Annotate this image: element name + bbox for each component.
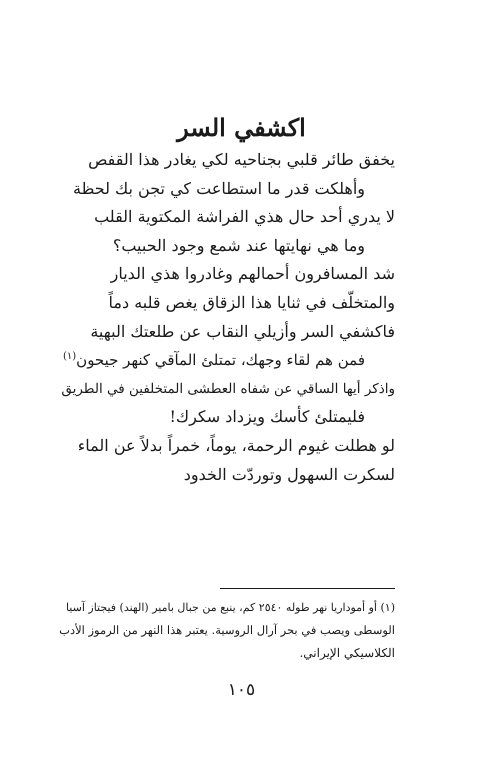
poem-line-text: فمن هم لقاء وجهك، تمتلئ المآقي كنهر جيحون	[76, 351, 365, 370]
footnote-separator	[220, 588, 395, 589]
footnote-marker: (١)	[380, 601, 395, 614]
poem-title: اكشفي السر	[177, 113, 306, 143]
footnote-reference: (١)	[62, 351, 77, 363]
poem-line: يخفق طائر قلبي بجناحيه لكي يغادر هذا القفص	[88, 150, 395, 169]
poem-line: شد المسافرون أحمالهم وغادروا هذي الديار	[110, 264, 395, 284]
footnote-line	[55, 596, 395, 619]
poem-line: فاكشفي السر وأزيلي النقاب عن طلعتك البهية	[90, 321, 395, 341]
poem-line: وما هي نهايتها عند شمع وجود الحبيب؟	[112, 235, 365, 255]
poem-line-with-footnote	[55, 346, 395, 375]
footnote	[55, 596, 395, 665]
footnote-line: الكلاسيكي الإيراني.	[299, 646, 395, 660]
poem-body	[55, 146, 395, 489]
page-number: ١٠٥	[227, 680, 256, 700]
poem-line: لسكرت السهول وتوردّت الخدود	[183, 464, 395, 484]
poem-line: وأهلكت قدر ما استطاعت كي تجن بك لحظة	[73, 178, 365, 198]
footnote-line: الوسطى ويصب في بحر آرال الروسية. يعتبر هذا النهر من الرموز الأدب	[59, 623, 395, 637]
footnote-text: أو أموداريا نهر طوله ٢٥٤٠ كم، ينبع من جبال بامير (الهند) فيجتاز آسيا	[65, 601, 377, 614]
poem-line: فليمتلئ كأسك ويزداد سكرك!	[169, 407, 365, 427]
poem-line: واذكر أيها الساقي عن شفاه العطشى المتخلفين في الطريق	[61, 380, 395, 397]
poem-line: لو هطلت غيوم الرحمة، يوماً، خمراً بدلاً عن الماء	[77, 435, 395, 455]
poem-line: لا يدري أحد حال هذي الفراشة المكتوية القلب	[94, 207, 395, 227]
poem-line: والمتخلّف في ثنايا هذا الزقاق يغص قلبه دماً	[108, 292, 395, 312]
